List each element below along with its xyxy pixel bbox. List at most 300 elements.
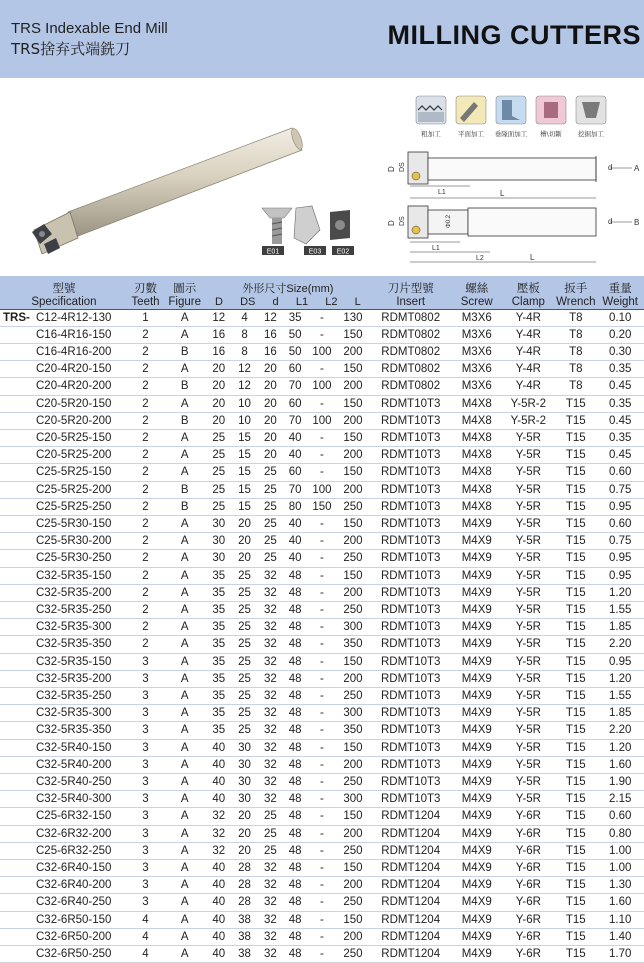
cell-weight: 0.35 [596,429,644,446]
cell-insert: RDMT0802 [369,378,452,395]
dim-a-L: L [500,189,505,198]
table-row [0,378,644,395]
cell-L: 150 [336,653,369,670]
cell-screw: M4X9 [452,894,502,911]
cell-figure: A [163,326,206,343]
icon-label-slot: 槽\切斷 [540,130,562,138]
cell-weight: 2.20 [596,636,644,653]
cell-teeth: 2 [128,326,163,343]
cell-DS: 25 [231,584,258,601]
cell-D: 16 [206,326,231,343]
cell-L1: 48 [283,670,308,687]
cell-L1: 48 [283,842,308,859]
cell-teeth: 3 [128,842,163,859]
cell-L: 200 [336,533,369,550]
cell-d: 32 [258,911,283,928]
cell-D: 35 [206,722,231,739]
table-row [0,894,644,911]
cell-teeth: 3 [128,670,163,687]
cell-spec: C20-5R20-150 [0,395,128,412]
cell-d: 20 [258,447,283,464]
cell-wrench: T15 [555,653,596,670]
cell-insert: RDMT0802 [369,326,452,343]
cell-DS: 25 [231,722,258,739]
cell-wrench: T15 [555,825,596,842]
cell-figure: A [163,567,206,584]
cell-wrench: T15 [555,515,596,532]
cell-teeth: 3 [128,739,163,756]
cell-d: 25 [258,481,283,498]
cell-screw: M4X8 [452,429,502,446]
table-row [0,447,644,464]
cell-d: 25 [258,464,283,481]
cell-D: 25 [206,498,231,515]
cell-L1: 40 [283,550,308,567]
header-size: 外形尺寸Size(mm) D DS d L1 L2 L [206,276,369,309]
cell-weight: 0.60 [596,515,644,532]
cell-D: 35 [206,705,231,722]
cell-L2: - [308,429,337,446]
cell-L2: - [308,309,337,326]
table-row [0,773,644,790]
cell-clamp: Y-6R [502,946,556,963]
cell-DS: 20 [231,515,258,532]
cell-weight: 1.70 [596,946,644,963]
cell-spec: C32-5R40-300 [0,791,128,808]
cell-L2: - [308,946,337,963]
label-e03: E03 [308,248,322,256]
cell-figure: A [163,464,206,481]
cell-teeth: 3 [128,687,163,704]
cell-insert: RDMT10T3 [369,412,452,429]
cell-D: 30 [206,550,231,567]
cell-D: 40 [206,860,231,877]
cell-d: 32 [258,722,283,739]
cell-insert: RDMT10T3 [369,567,452,584]
cell-DS: 30 [231,773,258,790]
cell-screw: M3X6 [452,343,502,360]
cell-L1: 40 [283,447,308,464]
cell-DS: 28 [231,860,258,877]
dim-b-L2: L2 [476,255,484,262]
cell-L1: 48 [283,928,308,945]
cell-clamp: Y-5R [502,550,556,567]
cell-clamp: Y-5R [502,464,556,481]
cell-wrench: T8 [555,378,596,395]
table-row [0,705,644,722]
cell-clamp: Y-5R [502,739,556,756]
cell-D: 40 [206,739,231,756]
cell-D: 32 [206,842,231,859]
cell-L2: - [308,567,337,584]
cell-screw: M4X9 [452,636,502,653]
cell-L2: - [308,550,337,567]
cell-L: 150 [336,911,369,928]
dim-b-phi: Φ0.2 [446,214,452,228]
cell-L2: - [308,894,337,911]
cell-DS: 28 [231,894,258,911]
cell-DS: 15 [231,464,258,481]
cell-L2: - [308,687,337,704]
cell-weight: 1.85 [596,705,644,722]
cell-wrench: T15 [555,705,596,722]
cell-figure: A [163,791,206,808]
cell-wrench: T15 [555,447,596,464]
dim-a-d: d [608,163,613,172]
cell-L1: 48 [283,808,308,825]
cell-spec: C32-5R35-150 [0,653,128,670]
cell-teeth: 3 [128,808,163,825]
title-english: TRS Indexable End Mill [11,20,168,37]
dim-a-DS: DS [399,162,406,172]
cell-D: 25 [206,447,231,464]
cell-clamp: Y-6R [502,842,556,859]
cell-figure: A [163,860,206,877]
table-row [0,928,644,945]
cell-clamp: Y-4R [502,309,556,326]
cell-L1: 48 [283,601,308,618]
icon-label-roughing: 粗加工 [421,130,441,138]
cell-teeth: 2 [128,498,163,515]
cell-D: 20 [206,361,231,378]
cell-spec: C25-6R32-250 [0,842,128,859]
cell-spec: C32-5R35-250 [0,687,128,704]
cell-figure: A [163,946,206,963]
dim-b-L: L [530,253,535,262]
face-milling-icon [456,96,486,138]
cell-insert: RDMT10T3 [369,619,452,636]
table-row [0,670,644,687]
cell-screw: M3X6 [452,361,502,378]
table-row [0,877,644,894]
cell-L1: 48 [283,739,308,756]
cell-teeth: 3 [128,705,163,722]
cell-spec: C25-5R30-250 [0,550,128,567]
cell-spec: C32-5R35-250 [0,601,128,618]
cell-clamp: Y-6R [502,860,556,877]
header-teeth: 刃數 Teeth [128,276,163,309]
insert-e02-figure [330,210,354,256]
cell-figure: A [163,636,206,653]
cell-weight: 0.10 [596,309,644,326]
cell-L: 150 [336,739,369,756]
cell-L2: - [308,842,337,859]
cell-L1: 60 [283,395,308,412]
cell-L2: - [308,533,337,550]
cell-L1: 48 [283,946,308,963]
cell-weight: 0.60 [596,808,644,825]
cell-wrench: T8 [555,326,596,343]
cell-L1: 35 [283,309,308,326]
cell-figure: A [163,877,206,894]
dim-b-D: D [387,220,396,226]
cell-insert: RDMT10T3 [369,550,452,567]
cell-L: 150 [336,326,369,343]
cell-teeth: 3 [128,877,163,894]
cell-L2: - [308,705,337,722]
cell-L: 300 [336,705,369,722]
cell-clamp: Y-6R [502,911,556,928]
cell-weight: 0.20 [596,326,644,343]
cell-DS: 15 [231,498,258,515]
cell-d: 16 [258,326,283,343]
cell-spec: C32-5R40-200 [0,756,128,773]
cell-weight: 0.80 [596,825,644,842]
table-row [0,860,644,877]
cell-spec: C32-6R32-200 [0,825,128,842]
cell-L2: - [308,670,337,687]
cell-DS: 38 [231,928,258,945]
spec-table-body [0,309,644,963]
cell-weight: 1.20 [596,584,644,601]
cell-teeth: 2 [128,395,163,412]
cell-insert: RDMT10T3 [369,773,452,790]
cell-L2: 100 [308,378,337,395]
cell-spec: C16-4R16-150 [0,326,128,343]
drawing-figure-b [387,206,639,262]
cell-figure: A [163,928,206,945]
table-row [0,601,644,618]
cell-spec: C32-5R35-350 [0,722,128,739]
cell-weight: 1.00 [596,842,644,859]
spec-table [0,276,644,963]
table-row [0,515,644,532]
cell-screw: M4X8 [452,481,502,498]
cell-insert: RDMT1204 [369,860,452,877]
cell-L: 250 [336,498,369,515]
cell-d: 20 [258,412,283,429]
cell-L2: - [308,773,337,790]
cell-screw: M4X9 [452,601,502,618]
cell-insert: RDMT1204 [369,928,452,945]
table-row [0,567,644,584]
cell-L1: 48 [283,567,308,584]
cell-insert: RDMT10T3 [369,791,452,808]
cell-weight: 1.55 [596,687,644,704]
cell-DS: 25 [231,653,258,670]
cell-spec: C20-5R20-200 [0,412,128,429]
cell-wrench: T15 [555,550,596,567]
cell-spec: C32-5R40-150 [0,739,128,756]
cell-figure: A [163,687,206,704]
cell-insert: RDMT0802 [369,309,452,326]
table-row [0,911,644,928]
cell-d: 25 [258,842,283,859]
cell-wrench: T15 [555,464,596,481]
cell-teeth: 3 [128,791,163,808]
cell-clamp: Y-5R [502,584,556,601]
cell-D: 40 [206,756,231,773]
cell-weight: 0.45 [596,378,644,395]
cell-clamp: Y-5R [502,429,556,446]
cell-d: 32 [258,601,283,618]
cell-d: 32 [258,705,283,722]
cell-clamp: Y-5R-2 [502,395,556,412]
cell-weight: 0.35 [596,395,644,412]
cell-insert: RDMT1204 [369,842,452,859]
table-row [0,326,644,343]
cell-spec: C32-6R40-200 [0,877,128,894]
cell-L: 250 [336,550,369,567]
cell-DS: 10 [231,412,258,429]
cell-wrench: T15 [555,808,596,825]
cell-wrench: T8 [555,309,596,326]
drawing-figure-a [387,152,640,198]
cell-teeth: 2 [128,619,163,636]
cell-figure: B [163,378,206,395]
spec-prefix: TRS- [3,311,30,324]
cell-insert: RDMT10T3 [369,533,452,550]
spec-table-wrap [0,276,644,963]
table-row [0,636,644,653]
slotting-icon [536,96,566,138]
cell-D: 40 [206,946,231,963]
cell-weight: 0.75 [596,533,644,550]
cell-figure: A [163,515,206,532]
cell-d: 32 [258,773,283,790]
cell-figure: A [163,619,206,636]
title-chinese: TRS捨弃式端銑刀 [11,40,131,58]
cell-teeth: 2 [128,515,163,532]
cell-screw: M4X9 [452,533,502,550]
cell-L: 200 [336,756,369,773]
cell-teeth: 2 [128,636,163,653]
cell-insert: RDMT10T3 [369,705,452,722]
cell-D: 35 [206,619,231,636]
cell-L: 200 [336,412,369,429]
table-row [0,653,644,670]
cell-D: 40 [206,877,231,894]
cell-figure: A [163,756,206,773]
cell-figure: B [163,343,206,360]
cell-D: 35 [206,567,231,584]
cell-D: 20 [206,378,231,395]
cell-L: 250 [336,946,369,963]
cell-clamp: Y-5R [502,722,556,739]
cell-spec: C25-6R32-150 [0,808,128,825]
cell-figure: A [163,550,206,567]
cell-weight: 1.85 [596,619,644,636]
cell-d: 25 [258,825,283,842]
cell-figure: A [163,395,206,412]
cell-clamp: Y-5R [502,619,556,636]
cell-L2: 100 [308,343,337,360]
cell-figure: A [163,584,206,601]
cell-weight: 0.30 [596,343,644,360]
cell-DS: 30 [231,791,258,808]
cell-wrench: T15 [555,894,596,911]
brand-heading: MILLING CUTTERS [387,20,641,50]
cell-D: 40 [206,928,231,945]
cell-L: 200 [336,447,369,464]
header-DS: DS [240,295,256,308]
cell-DS: 25 [231,601,258,618]
cell-D: 25 [206,464,231,481]
header-clamp: 壓板 Clamp [502,276,556,309]
cell-spec: C32-6R50-200 [0,928,128,945]
cell-DS: 20 [231,533,258,550]
cell-d: 20 [258,395,283,412]
cell-L1: 40 [283,533,308,550]
cell-screw: M4X8 [452,395,502,412]
cell-D: 20 [206,412,231,429]
cell-D: 25 [206,481,231,498]
cell-DS: 25 [231,619,258,636]
cell-L2: - [308,464,337,481]
cell-insert: RDMT10T3 [369,498,452,515]
cell-clamp: Y-6R [502,808,556,825]
cell-L2: - [308,825,337,842]
cell-wrench: T15 [555,791,596,808]
cell-L2: - [308,447,337,464]
cell-insert: RDMT10T3 [369,584,452,601]
cell-insert: RDMT10T3 [369,670,452,687]
cell-wrench: T15 [555,670,596,687]
cell-L: 150 [336,808,369,825]
cell-screw: M3X6 [452,309,502,326]
cell-d: 12 [258,309,283,326]
cell-L2: - [308,722,337,739]
cell-insert: RDMT10T3 [369,739,452,756]
cell-DS: 8 [231,343,258,360]
cell-clamp: Y-5R [502,567,556,584]
cell-screw: M4X9 [452,584,502,601]
cell-clamp: Y-4R [502,343,556,360]
cell-L: 150 [336,361,369,378]
cell-L: 300 [336,619,369,636]
cell-D: 35 [206,670,231,687]
cell-spec: C20-5R25-200 [0,447,128,464]
cell-insert: RDMT10T3 [369,636,452,653]
cell-weight: 1.10 [596,911,644,928]
cell-clamp: Y-5R [502,756,556,773]
cell-D: 30 [206,533,231,550]
table-row [0,825,644,842]
cell-spec: C20-4R20-200 [0,378,128,395]
cell-spec: C32-5R35-350 [0,636,128,653]
cell-L1: 48 [283,860,308,877]
cell-wrench: T15 [555,601,596,618]
cell-DS: 20 [231,842,258,859]
cell-wrench: T15 [555,395,596,412]
cell-D: 40 [206,791,231,808]
cell-d: 20 [258,378,283,395]
cell-insert: RDMT10T3 [369,481,452,498]
cell-screw: M4X8 [452,447,502,464]
cell-wrench: T15 [555,722,596,739]
cell-DS: 28 [231,877,258,894]
cell-L1: 60 [283,361,308,378]
cell-d: 32 [258,756,283,773]
cell-wrench: T15 [555,636,596,653]
cell-D: 35 [206,687,231,704]
table-row [0,687,644,704]
pocketing-icon [576,96,606,138]
cell-spec: C32-5R35-300 [0,705,128,722]
cell-screw: M4X9 [452,567,502,584]
cell-weight: 0.45 [596,412,644,429]
cell-wrench: T15 [555,842,596,859]
cell-wrench: T8 [555,343,596,360]
cell-screw: M4X9 [452,687,502,704]
cell-L2: - [308,601,337,618]
cell-weight: 1.60 [596,894,644,911]
cell-d: 32 [258,946,283,963]
cell-wrench: T15 [555,584,596,601]
cell-L1: 48 [283,653,308,670]
cell-DS: 15 [231,481,258,498]
cell-DS: 20 [231,808,258,825]
